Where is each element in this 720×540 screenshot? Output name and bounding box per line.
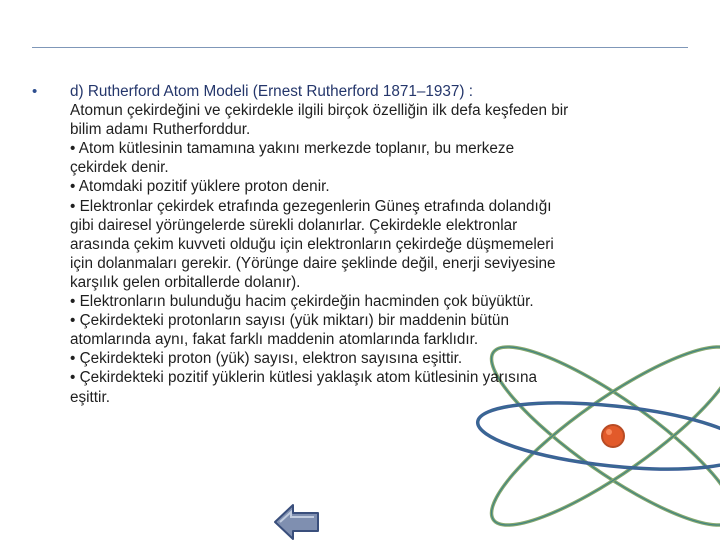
body-line: • Elektronların bulunduğu hacim çekirdeğin hacminden çok büyüktür. (70, 293, 534, 311)
body-line: bilim adamı Rutherforddur. (70, 121, 251, 139)
body-line: • Çekirdekteki proton (yük) sayısı, elektron sayısına eşittir. (70, 350, 463, 368)
body-line: Atomun çekirdeğini ve çekirdekle ilgili birçok özelliğin ilk defa keşfeden bir (70, 102, 569, 120)
body-line: • Çekirdekteki pozitif yüklerin kütlesi yaklaşık atom kütlesinin yarısına (70, 369, 537, 387)
back-arrow-icon[interactable] (272, 502, 322, 540)
body-line: çekirdek denir. (70, 159, 169, 177)
body-line: atomlarında aynı, fakat farklı maddenin atomlarında farklıdır. (70, 331, 479, 349)
slide-content (30, 82, 680, 407)
bullet-marker: • (32, 83, 38, 100)
body-line: karşılık gelen orbitallerde dolanır). (70, 273, 301, 291)
body-line: arasında çekim kuvveti olduğu için elektronların çekirdeğe düşmemeleri (70, 235, 554, 253)
body-line: eşittir. (70, 388, 110, 406)
content-bullet-row (30, 82, 680, 407)
slide-title: d) Rutherford Atom Modeli (Ernest Rutherford 1871–1937) : (70, 83, 474, 100)
slide-body-text (70, 82, 680, 407)
body-line: • Çekirdekteki protonların sayısı (yük miktarı) bir maddenin bütün (70, 312, 509, 330)
body-line: • Atom kütlesinin tamamına yakını merkezde toplanır, bu merkeze (70, 140, 515, 158)
body-line: gibi dairesel yörüngelerde sürekli dolanırlar. Çekirdekle elektronlar (70, 216, 518, 234)
top-divider (32, 47, 688, 48)
body-line: • Elektronlar çekirdek etrafında gezegenlerin Güneş etrafında dolandığı (70, 197, 552, 215)
body-line: • Atomdaki pozitif yüklere proton denir. (70, 178, 330, 196)
body-line: için dolanmaları gerekir. (Yörünge daire şeklinde değil, enerji seviyesine (70, 254, 556, 272)
